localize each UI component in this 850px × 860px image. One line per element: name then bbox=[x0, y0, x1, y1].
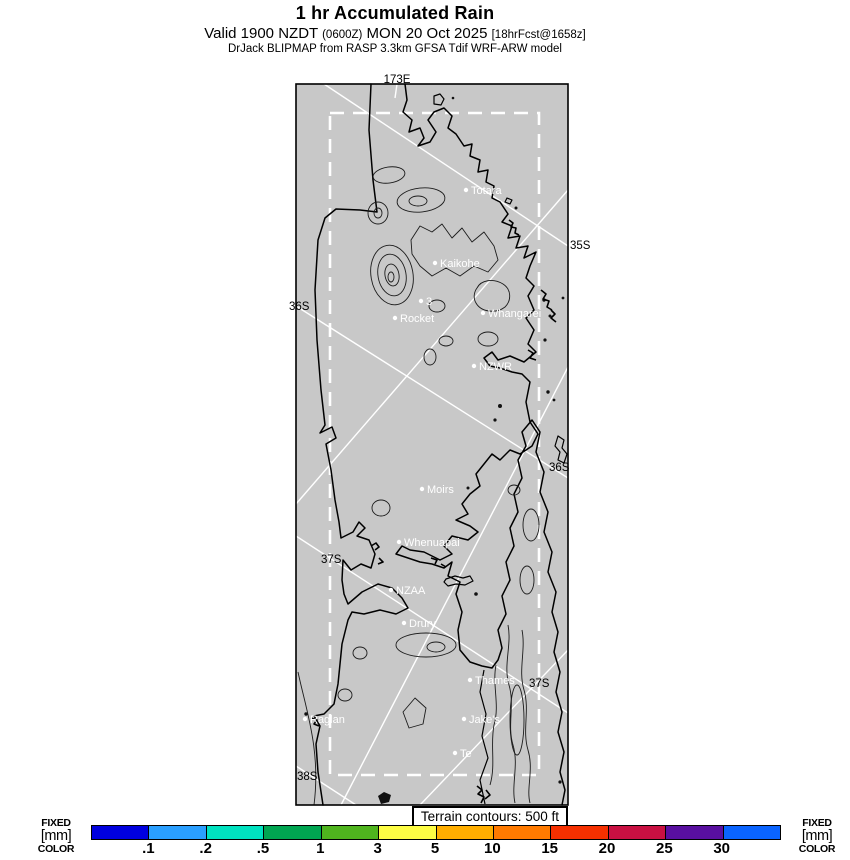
station-dot bbox=[481, 311, 485, 315]
color-scale-segment bbox=[264, 826, 321, 839]
station-label: Raglan bbox=[310, 714, 345, 726]
color-scale-tick: .2 bbox=[199, 840, 212, 857]
map-panel bbox=[281, 70, 590, 815]
station-dot bbox=[468, 678, 472, 682]
color-text: COLOR bbox=[798, 843, 836, 855]
station-dot bbox=[402, 621, 406, 625]
station-dot bbox=[472, 364, 476, 368]
color-scale-segment bbox=[92, 826, 149, 839]
station-label: Kaikohe bbox=[440, 258, 480, 270]
station-dot bbox=[389, 588, 393, 592]
valid-date: MON 20 Oct 2025 bbox=[362, 25, 492, 42]
color-scale-segment bbox=[379, 826, 436, 839]
station-label: Totara bbox=[471, 185, 502, 197]
station-dot bbox=[393, 316, 397, 320]
color-scale-segment bbox=[666, 826, 723, 839]
station-dot bbox=[419, 299, 423, 303]
color-scale-tick: .5 bbox=[256, 840, 270, 857]
station-label: Whenuapai bbox=[404, 537, 460, 549]
color-scale-tick: 5 bbox=[430, 840, 440, 857]
color-scale-tick: 1 bbox=[316, 840, 325, 857]
fixed-text: FIXED bbox=[802, 817, 832, 829]
color-scale-segment bbox=[207, 826, 264, 839]
color-scale-segment bbox=[724, 826, 780, 839]
station-dot bbox=[453, 751, 457, 755]
color-scale-segment bbox=[494, 826, 551, 839]
station-label: Moirs bbox=[427, 484, 454, 496]
color-scale-tick: 15 bbox=[541, 840, 558, 857]
terrain-contours-note: Terrain contours: 500 ft bbox=[412, 806, 568, 828]
station-dot bbox=[433, 261, 437, 265]
page-title: 1 hr Accumulated Rain bbox=[295, 3, 495, 23]
scale-unit-label-right bbox=[790, 818, 844, 855]
fixed-text: FIXED bbox=[41, 817, 71, 829]
color-scale-segment bbox=[609, 826, 666, 839]
forecast-run-tag: [18hrFcst@1658z] bbox=[491, 29, 586, 41]
header-block bbox=[0, 3, 790, 55]
graticule-label: 173E bbox=[383, 74, 411, 86]
color-scale-segment bbox=[149, 826, 206, 839]
graticule-label: 36S bbox=[549, 462, 570, 474]
model-description: DrJack BLIPMAP from RASP 3.3km GFSA Tdif WRF-ARW model bbox=[227, 43, 562, 55]
color-scale-segment bbox=[437, 826, 494, 839]
valid-time-line bbox=[0, 25, 790, 42]
valid-prefix: Valid 1900 NZDT bbox=[204, 25, 323, 42]
station-label: 3 bbox=[426, 296, 433, 308]
station-dot bbox=[420, 487, 424, 491]
station-label: Whangarei bbox=[488, 308, 542, 320]
color-scale-tick: 25 bbox=[655, 840, 673, 857]
color-scale-tick: .1 bbox=[142, 840, 155, 857]
unit-text: [mm] bbox=[40, 827, 72, 844]
station-label: Rocket bbox=[400, 313, 435, 325]
valid-utc: (0600Z) bbox=[322, 29, 363, 41]
station-dot bbox=[397, 540, 401, 544]
station-dot bbox=[464, 188, 468, 192]
color-scale-tick: 30 bbox=[713, 840, 730, 857]
station-label: Thames bbox=[475, 675, 515, 687]
station-dot bbox=[303, 717, 307, 721]
unit-text: [mm] bbox=[801, 827, 833, 844]
station-label: NZWR bbox=[479, 361, 512, 373]
color-scale-ticks bbox=[91, 840, 779, 858]
station-label: Jake's bbox=[469, 714, 500, 726]
color-scale-segment bbox=[551, 826, 608, 839]
graticule-label: 38S bbox=[297, 771, 318, 783]
station-label: Drury bbox=[409, 618, 436, 630]
graticule-label: 37S bbox=[529, 678, 550, 690]
graticule-label: 37S bbox=[321, 554, 342, 566]
rain-color-scale bbox=[91, 825, 781, 840]
color-text: COLOR bbox=[37, 843, 75, 855]
graticule-label: 36S bbox=[289, 301, 310, 313]
station-label: Te bbox=[460, 748, 472, 760]
color-scale-tick: 3 bbox=[373, 840, 382, 857]
color-scale-segment bbox=[322, 826, 379, 839]
color-scale-tick: 10 bbox=[483, 840, 501, 857]
station-dot bbox=[462, 717, 466, 721]
color-scale-tick: 20 bbox=[598, 840, 616, 857]
scale-unit-label-left bbox=[29, 818, 83, 855]
graticule-label: 35S bbox=[570, 240, 590, 252]
station-label: NZAA bbox=[396, 585, 426, 597]
